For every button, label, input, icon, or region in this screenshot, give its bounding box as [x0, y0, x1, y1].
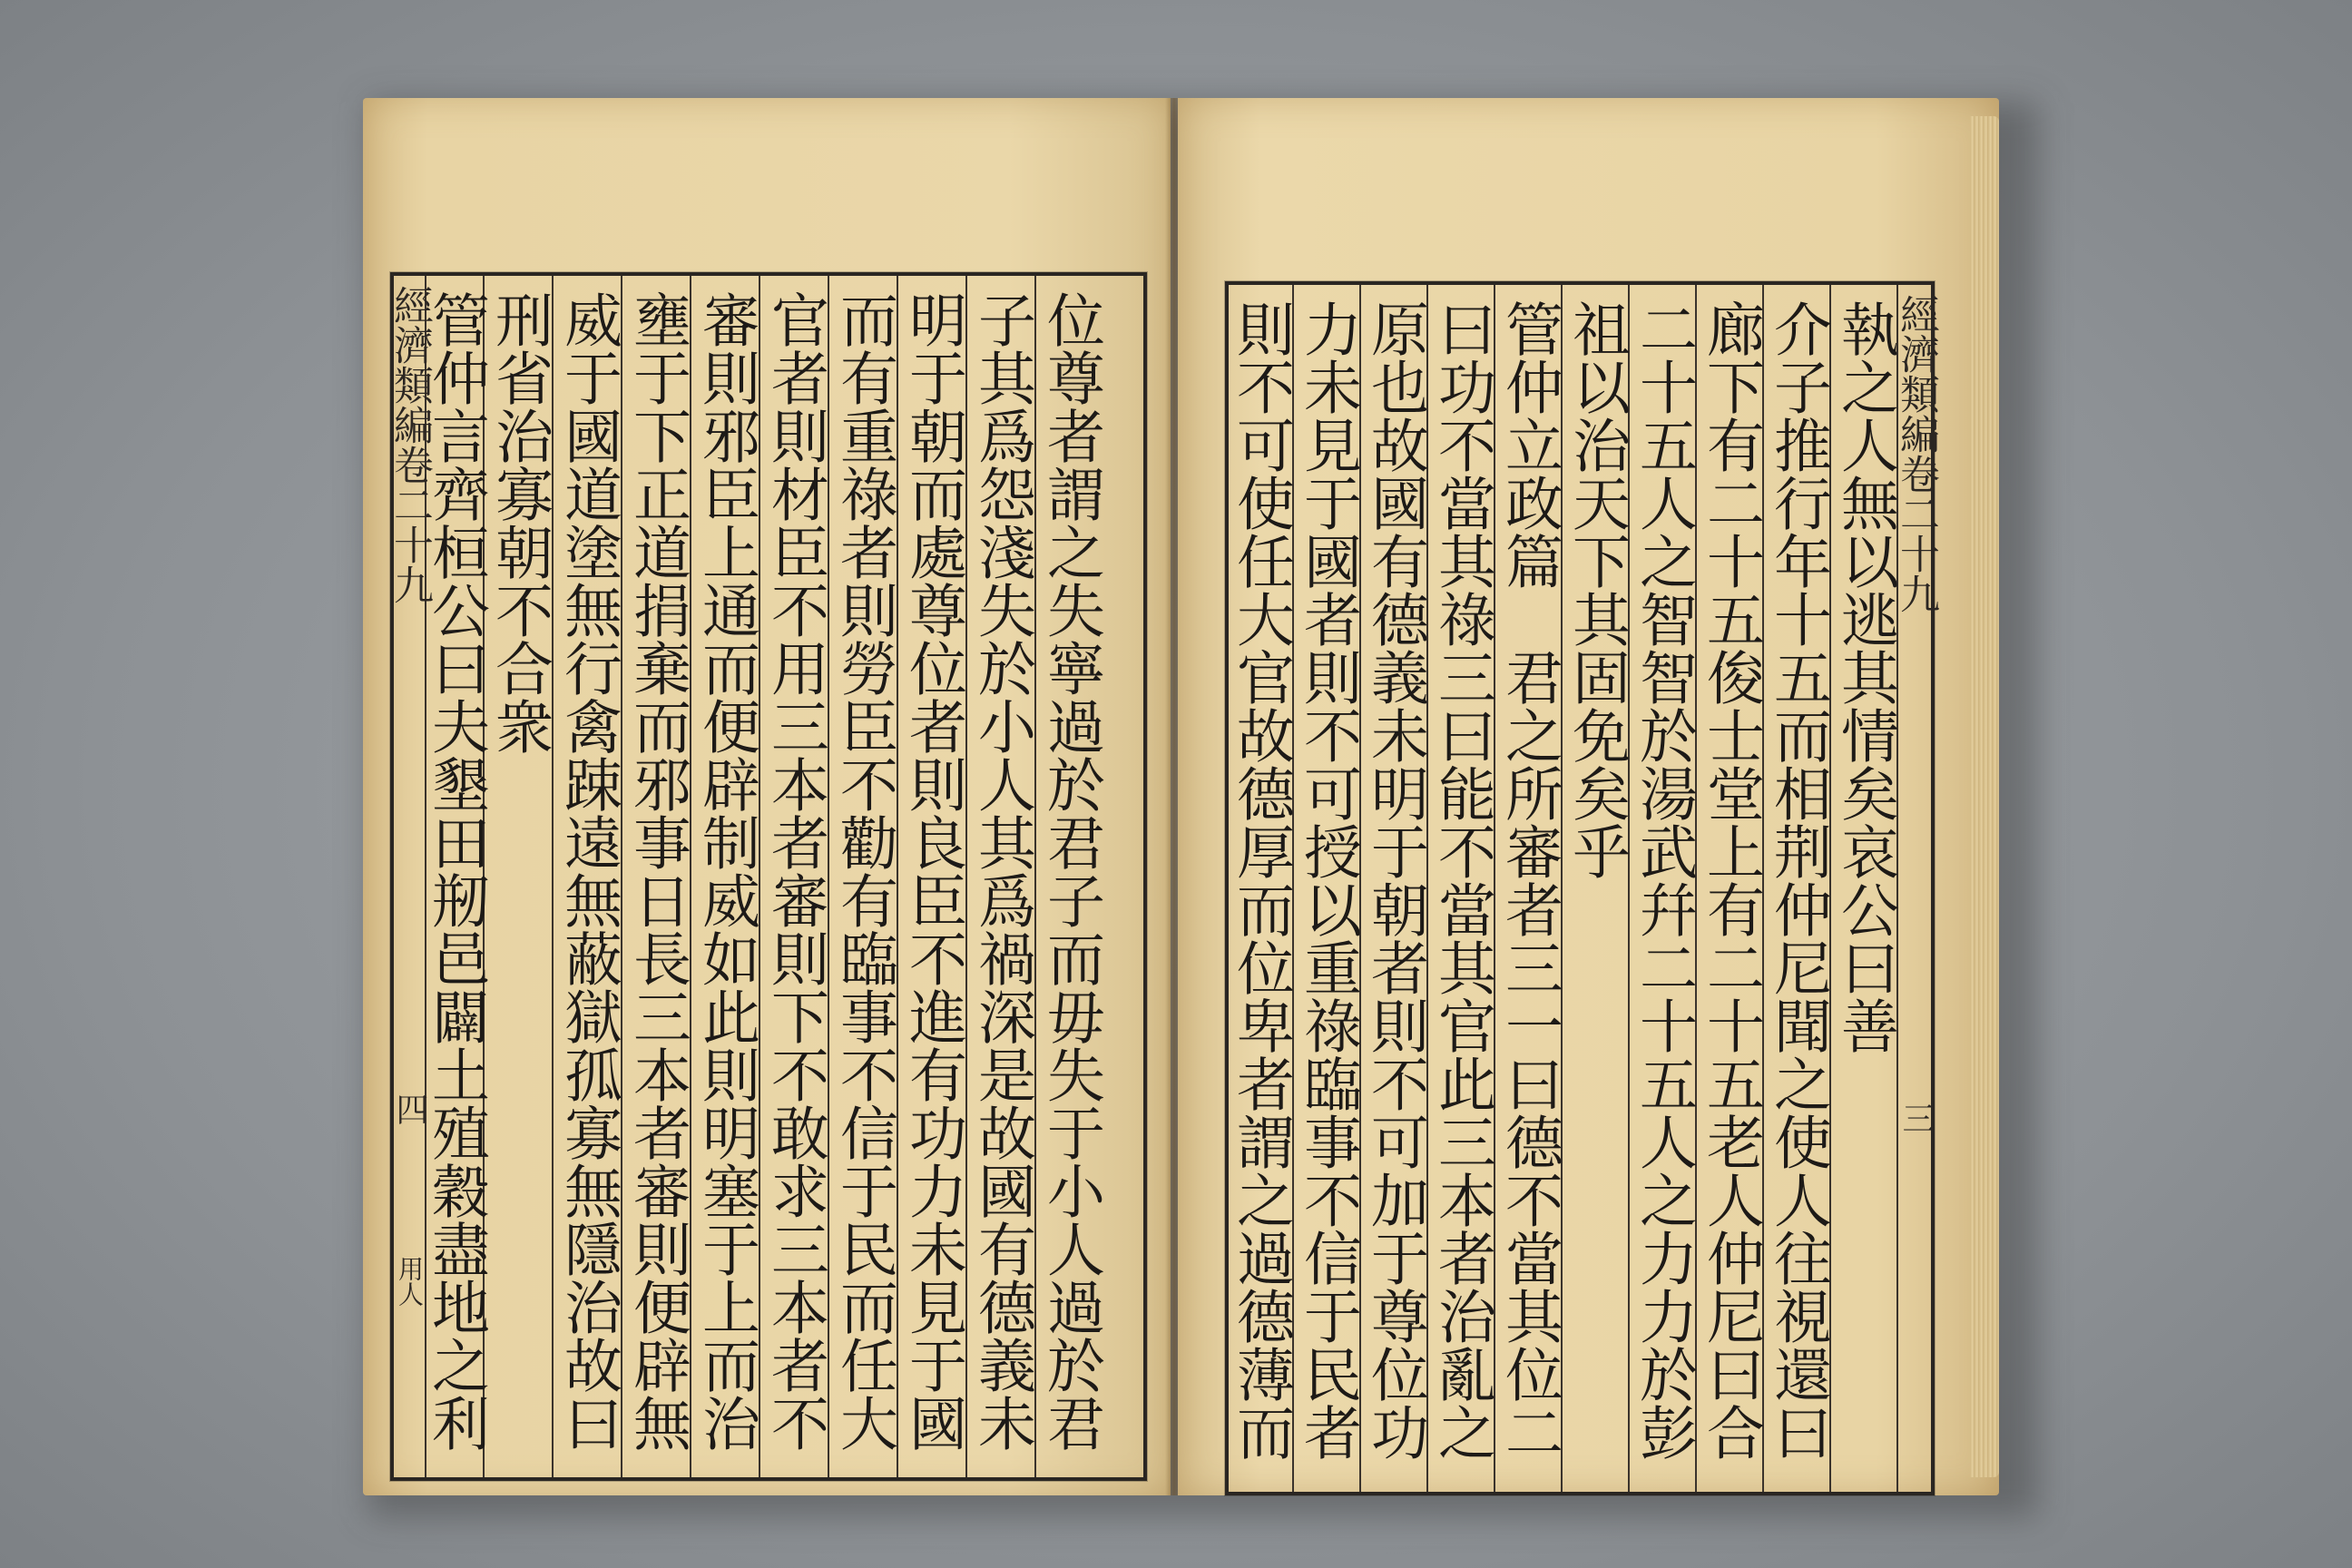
left-page	[363, 98, 1171, 1495]
right-col-7	[1426, 285, 1495, 1492]
left-col-2	[965, 276, 1036, 1477]
left-page-frame	[387, 272, 1147, 1481]
text-column: 壅于下正道捐棄而邪事日長三本者審則便辟無	[623, 290, 691, 1452]
margin-section: 用人	[395, 1256, 425, 1307]
text-column: 則不可使任大官故德厚而位卑者謂之過德薄而	[1227, 299, 1294, 1461]
right-col-10	[1229, 285, 1292, 1492]
left-col-10	[422, 276, 489, 1477]
text-column: 介子推行年十五而相荆仲尼聞之使人往視還曰	[1764, 299, 1831, 1461]
text-column: 力未見于國者則不可授以重祿臨事不信于民者	[1294, 299, 1361, 1461]
text-column: 祖以治天下其固免矣乎	[1563, 299, 1630, 880]
text-column: 子其爲怨淺失於小人其爲禍深是故國有德義未	[968, 290, 1035, 1452]
left-col-1	[1034, 276, 1105, 1477]
left-col-7	[621, 276, 691, 1477]
open-book	[363, 91, 2014, 1506]
text-column: 二十五人之智智於湯武幷二十五人之力力於彭	[1630, 299, 1697, 1461]
right-page	[1178, 98, 1999, 1495]
margin-page-number: 四	[391, 1093, 428, 1125]
left-margin-strip	[387, 276, 433, 1477]
right-col-1	[1829, 285, 1898, 1492]
text-column: 曰功不當其祿三曰能不當其官此三本者治亂之	[1428, 299, 1495, 1461]
page-edges	[1970, 116, 1999, 1477]
left-col-9	[483, 276, 554, 1477]
left-col-6	[690, 276, 760, 1477]
text-column: 原也故國有德義未明于朝者則不可加于尊位功	[1361, 299, 1428, 1461]
left-col-8	[552, 276, 622, 1477]
text-column: 廊下有二十五俊士堂上有二十五老人仲尼曰合	[1697, 299, 1764, 1461]
text-column: 威于國道塗無行禽踈遠無蔽獄孤寡無隱治故曰	[554, 290, 622, 1452]
margin-title: 經濟類編卷二十九	[1893, 294, 1939, 613]
right-col-5	[1561, 285, 1630, 1492]
right-col-3	[1695, 285, 1764, 1492]
text-column: 管仲立政篇 君之所審者三一曰德不當其位二	[1495, 299, 1563, 1461]
left-col-5	[759, 276, 829, 1477]
right-col-8	[1359, 285, 1428, 1492]
margin-page-number: 三	[1897, 1102, 1935, 1134]
right-page-frame	[1225, 281, 1939, 1495]
right-col-2	[1762, 285, 1831, 1492]
text-column: 執之人無以逃其情矣哀公曰善	[1831, 299, 1898, 1054]
right-margin-strip	[1893, 285, 1939, 1492]
text-column: 審則邪臣上通而便辟制威如此則明塞于上而治	[692, 290, 760, 1452]
text-column: 而有重祿者則勞臣不勸有臨事不信于民而任大	[830, 290, 897, 1452]
left-col-3	[897, 276, 967, 1477]
margin-title: 經濟類編卷二十九	[387, 285, 433, 604]
text-column: 管仲言齊桓公曰夫墾田剏邑闢土殖穀盡地之利	[422, 290, 489, 1452]
right-col-6	[1494, 285, 1563, 1492]
text-column: 明于朝而處尊位者則良臣不進有功力未見于國	[899, 290, 966, 1452]
right-col-9	[1292, 285, 1361, 1492]
left-col-4	[828, 276, 898, 1477]
text-column: 位尊者謂之失寧過於君子而毋失于小人過於君	[1037, 290, 1104, 1452]
text-column: 刑省治寡朝不合衆	[485, 290, 553, 755]
text-column: 官者則材臣不用三本者審則下不敢求三本者不	[761, 290, 828, 1452]
right-col-4	[1628, 285, 1697, 1492]
